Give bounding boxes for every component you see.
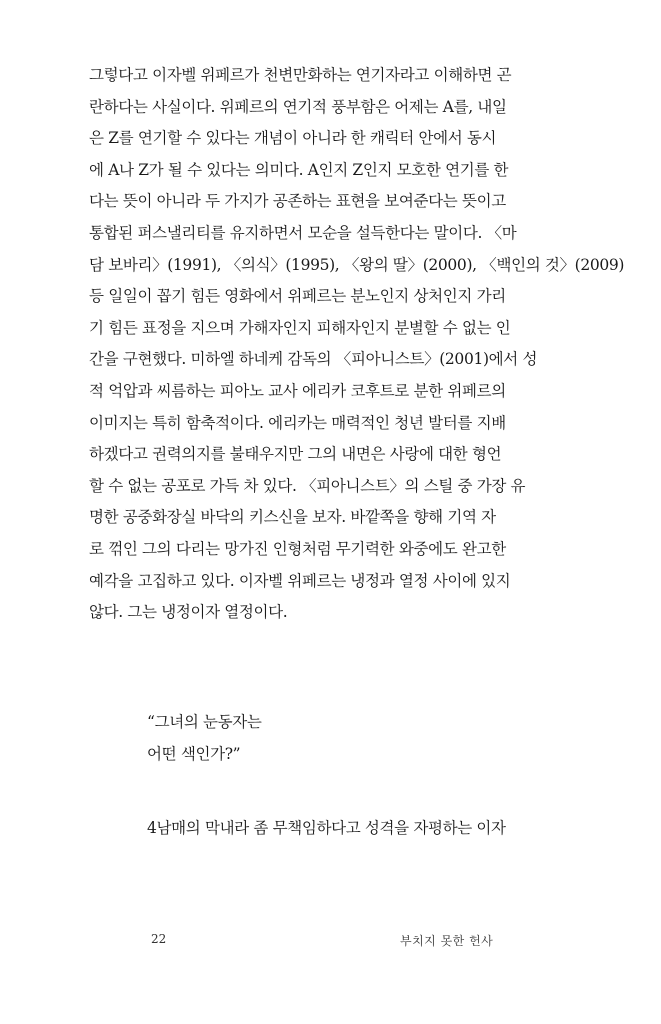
section-quote-heading <box>147 706 262 770</box>
next-paragraph: 4남매의 막내라 좀 무책임하다고 성격을 자평하는 이자 <box>147 819 506 837</box>
paragraph-line: 에 A나 Z가 될 수 있다는 의미다. A인지 Z인지 모호한 연기를 한 <box>89 160 509 179</box>
paragraph-line: 등 일일이 꼽기 힘든 영화에서 위페르는 분노인지 상처인지 가리 <box>89 287 506 306</box>
paragraph-line: 통합된 퍼스낼리티를 유지하면서 모순을 설득한다는 말이다. 〈마 <box>89 223 517 242</box>
paragraph-line: 할 수 없는 공포로 가득 차 있다. 〈피아니스트〉의 스틸 중 가장 유 <box>89 476 526 495</box>
quote-line-2: 어떤 색인가?” <box>147 745 241 763</box>
paragraph-line: 은 Z를 연기할 수 있다는 개념이 아니라 한 캐릭터 안에서 동시 <box>89 129 497 148</box>
paragraph-line: 하겠다고 권력의지를 불태우지만 그의 내면은 사랑에 대한 형언 <box>89 445 502 464</box>
paragraph-line: 적 억압과 씨름하는 피아노 교사 에리카 코후트로 분한 위페르의 <box>89 381 506 400</box>
paragraph-line: 다는 뜻이 아니라 두 가지가 공존하는 표현을 보여준다는 뜻이고 <box>89 192 506 211</box>
paragraph-line: 예각을 고집하고 있다. 이자벨 위페르는 냉정과 열정 사이에 있지 <box>89 571 511 590</box>
paragraph-line: 란하다는 사실이다. 위페르의 연기적 풍부함은 어제는 A를, 내일 <box>89 97 507 116</box>
paragraph-line: 그렇다고 이자벨 위페르가 천변만화하는 연기자라고 이해하면 곤 <box>89 66 512 84</box>
paragraph-line: 않다. 그는 냉정이자 열정이다. <box>89 603 288 622</box>
running-title: 부치지 못한 헌사 <box>400 934 494 948</box>
page-number: 22 <box>151 932 167 946</box>
body-paragraph <box>89 60 625 629</box>
paragraph-line: 간을 구현했다. 미하엘 하네케 감독의 〈피아니스트〉(2001)에서 성 <box>89 350 538 369</box>
paragraph-line: 로 꺾인 그의 다리는 망가진 인형처럼 무기력한 와중에도 완고한 <box>89 539 506 558</box>
paragraph-line: 명한 공중화장실 바닥의 키스신을 보자. 바깥쪽을 향해 기역 자 <box>89 508 496 527</box>
paragraph-line: 기 힘든 표정을 지으며 가해자인지 피해자인지 분별할 수 없는 인 <box>89 318 511 337</box>
quote-line-1: “그녀의 눈동자는 <box>147 713 262 731</box>
paragraph-line: 이미지는 특히 함축적이다. 에리카는 매력적인 청년 발터를 지배 <box>89 413 506 432</box>
paragraph-line: 담 보바리〉(1991), 〈의식〉(1995), 〈왕의 딸〉(2000), 〈백인의 것〉(2009) <box>89 255 625 274</box>
